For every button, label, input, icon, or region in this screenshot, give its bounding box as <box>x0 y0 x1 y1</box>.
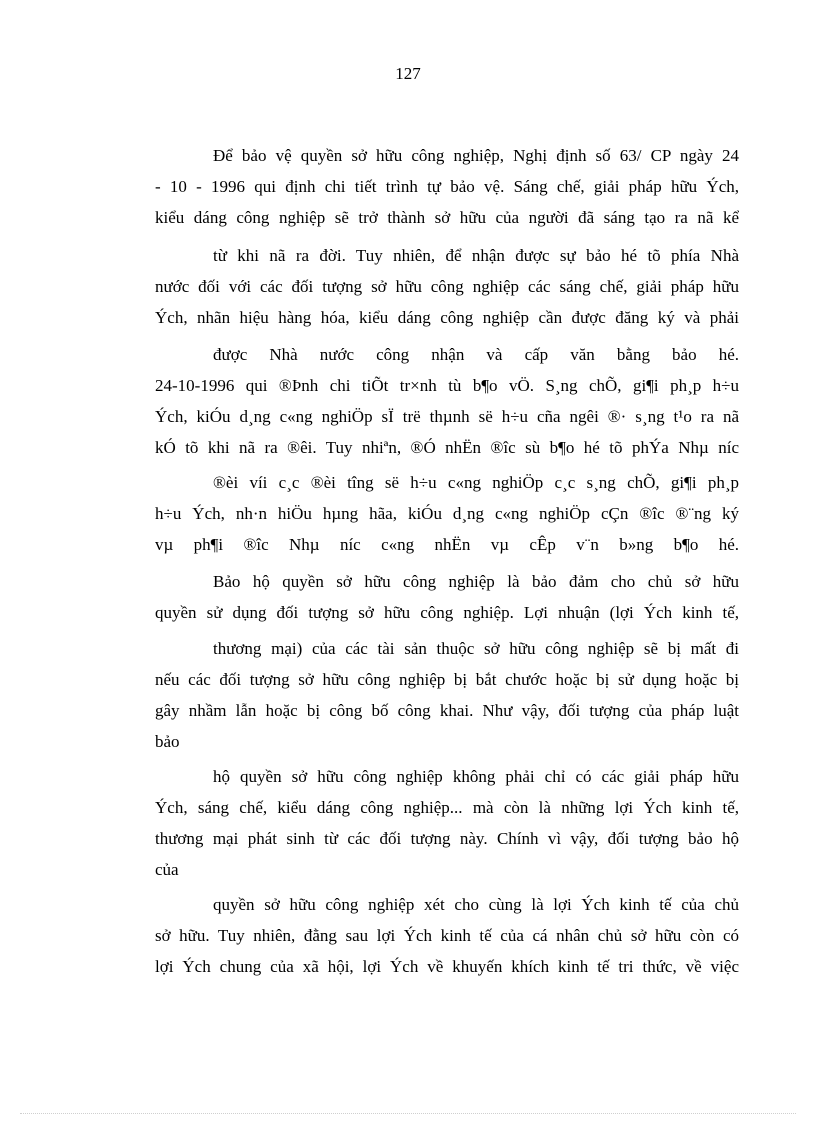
text-line: vµ ph¶i ®îc Nhµ níc c«ng nhËn vµ cÊp v¨n b»ng b¶o hé. <box>155 535 739 554</box>
text-line: - 10 - 1996 qui định chi tiết trình tự bảo vệ. Sáng chế, giải pháp hữu Ých, <box>155 177 739 196</box>
text-line: ®èi víi c¸c ®èi tîng së h÷u c«ng nghiÖp c¸c s¸ng chÕ, gi¶i ph¸p <box>213 473 739 492</box>
text-line: bảo <box>155 732 180 751</box>
text-line: Ých, kiÓu d¸ng c«ng nghiÖp sÏ trë thµnh së h÷u cña ngêi ®· s¸ng t¹o ra nã <box>155 407 739 426</box>
text-line: thương mại) của các tài sản thuộc sở hữu công nghiệp sẽ bị mất đi <box>213 639 739 658</box>
text-line: gây nhầm lẫn hoặc bị công bố công khai. Như vậy, đối tượng của pháp luật <box>155 701 739 720</box>
text-line: 24-10-1996 qui ®Þnh chi tiÕt tr×nh tù b¶o vÖ. S¸ng chÕ, gi¶i ph¸p h÷u <box>155 376 739 395</box>
text-line: Ých, nhãn hiệu hàng hóa, kiểu dáng công nghiệp cần được đăng ký và phải <box>155 308 739 327</box>
paragraph-7 <box>155 761 739 885</box>
text-line: Ých, sáng chế, kiểu dáng công nghiệp... mà còn là những lợi Ých kinh tế, <box>155 798 739 817</box>
paragraph-2 <box>155 240 739 333</box>
paragraph-3 <box>155 339 739 463</box>
text-line: Bảo hộ quyền sở hữu công nghiệp là bảo đảm cho chủ sở hữu <box>213 572 739 591</box>
text-line: lợi Ých chung của xã hội, lợi Ých về khuyến khích kinh tế tri thức, về việc <box>155 957 739 976</box>
page-bottom-divider <box>20 1113 796 1114</box>
text-line: thương mại phát sinh từ các đối tượng này. Chính vì vậy, đối tượng bảo hộ <box>155 829 739 848</box>
text-line: quyền sử dụng đối tượng sở hữu công nghiệp. Lợi nhuận (lợi Ých kinh tế, <box>155 603 739 622</box>
paragraph-8 <box>155 889 739 982</box>
text-line: được Nhà nước công nhận và cấp văn bằng bảo hé. <box>213 345 739 364</box>
text-line: kÓ tõ khi nã ra ®êi. Tuy nhiªn, ®Ó nhËn ®îc sù b¶o hé tõ phÝa Nhµ níc <box>155 438 739 457</box>
text-line: nước đối với các đối tượng sở hữu công nghiệp các sáng chế, giải pháp hữu <box>155 277 739 296</box>
paragraph-5 <box>155 566 739 628</box>
paragraph-4 <box>155 467 739 560</box>
paragraph-6 <box>155 633 739 757</box>
text-line: kiểu dáng công nghiệp sẽ trở thành sở hữu của người đã sáng tạo ra nã kể <box>155 208 739 227</box>
text-line: từ khi nã ra đời. Tuy nhiên, để nhận được sự bảo hé tõ phía Nhà <box>213 246 739 265</box>
text-line: quyền sở hữu công nghiệp xét cho cùng là lợi Ých kinh tế của chủ <box>213 895 739 914</box>
text-line: sở hữu. Tuy nhiên, đằng sau lợi Ých kinh tế của cá nhân chủ sở hữu còn có <box>155 926 739 945</box>
text-line: nếu các đối tượng sở hữu công nghiệp bị bắt chước hoặc bị sử dụng hoặc bị <box>155 670 739 689</box>
text-line: h÷u Ých, nh·n hiÖu hµng hãa, kiÓu d¸ng c«ng nghiÖp cÇn ®îc ®¨ng ký <box>155 504 739 523</box>
text-line: Để bảo vệ quyền sở hữu công nghiệp, Nghị định số 63/ CP ngày 24 <box>213 146 739 165</box>
paragraph-1 <box>155 140 739 233</box>
page-number: 127 <box>395 64 421 83</box>
text-line: của <box>155 860 179 879</box>
text-line: hộ quyền sở hữu công nghiệp không phải chỉ có các giải pháp hữu <box>213 767 739 786</box>
